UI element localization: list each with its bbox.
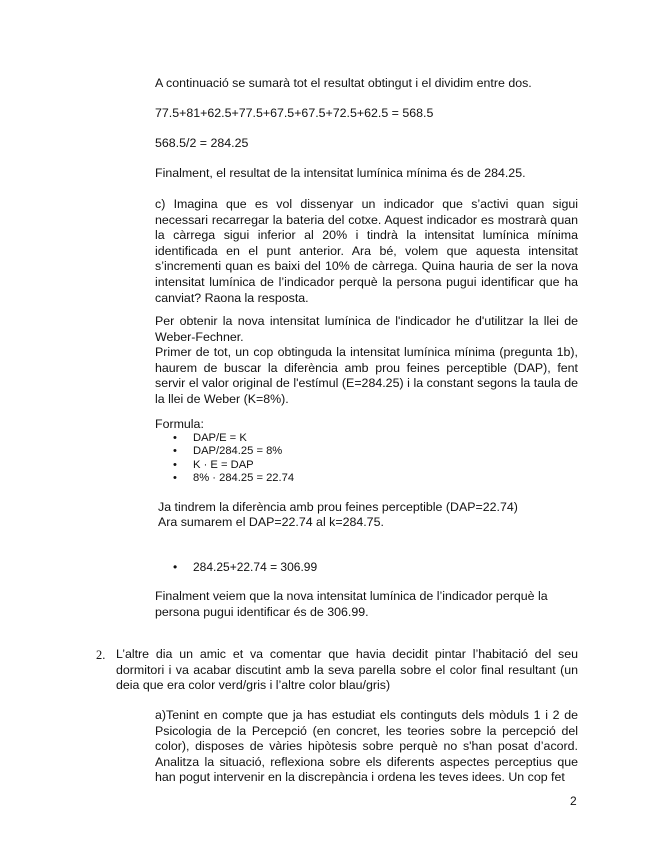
formula-item: • DAP/284.25 = 8% xyxy=(173,445,294,458)
weber-intro: Per obtenir la nova intensitat lumínica de l'indicador he d'utilitzar la llei de Weber-Fechner. xyxy=(155,314,578,344)
formula-item: • K · E = DAP xyxy=(173,459,294,472)
page-number: 2 xyxy=(570,794,577,808)
formula-label: Formula: xyxy=(155,417,204,431)
result-list xyxy=(173,560,317,574)
intro-line: A continuació se sumarà tot el resultat obtingut i el dividim entre dos. xyxy=(155,76,532,90)
division-equation: 568.5/2 = 284.25 xyxy=(155,136,249,150)
dap-line-2: Ara sumarem el DAP=22.74 al k=284.75. xyxy=(158,515,384,529)
question-2: L’altre dia un amic et va comentar que havia decidit pintar l’habitació del seu dormitori i va acabar discutint amb la seva parella sobre el color final resultant (un deia que era color verd/gris i l’altre color blau/gris) xyxy=(116,647,578,693)
question-c: c) Imagina que es vol dissenyar un indicador que s’activi quan sigui necessari recarregar la bateria del cotxe. Aquest indicador es mostrarà quan la càrrega sigui inferior al 20% i tindrà la intensitat lumínica mínima identificada en el punt anterior. Ara bé, volem que aquesta intensitat s’incrementi quan es baixi del 10% de càrrega. Quina hauria de ser la nova intensitat lumínica de l’indicador perquè la persona pugui identificar que ha canviat? Raona la resposta. xyxy=(155,197,578,305)
question-2a: a)Tenint en compte que ja has estudiat els continguts dels mòduls 1 i 2 de Psicologia de la Percepció (en concret, les teories sobre la percepció del color), disposes de vàries hipòtesis sobre perquè no s'han posat d’acord. Analitza la situació, reflexiona sobre els diferents aspectes perceptius que han pogut intervenir en la discrepància i ordena les teves idees. Un cop fet xyxy=(155,708,578,785)
formula-item: • 8% · 284.25 = 22.74 xyxy=(173,472,294,485)
sum-equation: 77.5+81+62.5+77.5+67.5+67.5+72.5+62.5 = 568.5 xyxy=(155,106,434,120)
minimum-intensity-result: Finalment, el resultat de la intensitat lumínica mínima és de 284.25. xyxy=(155,166,526,180)
final-answer: Finalment veiem que la nova intensitat lumínica de l’indicador perquè la persona pugui identificar és de 306.99. xyxy=(155,589,548,619)
question-2-number: 2. xyxy=(96,648,106,662)
answer-steps: Primer de tot, un cop obtinguda la intensitat lumínica mínima (pregunta 1b), haurem de buscar la diferència amb prou feines perceptible (DAP), fent servir el valor original de l'estímul (E=284.25) i la constant segons la taula de la llei de Weber (K=8%). xyxy=(155,345,578,406)
formula-list xyxy=(173,432,294,486)
result-item: • 284.25+22.74 = 306.99 xyxy=(173,560,317,574)
formula-item: • DAP/E = K xyxy=(173,432,294,445)
dap-line-1: Ja tindrem la diferència amb prou feines perceptible (DAP=22.74) xyxy=(158,500,518,514)
